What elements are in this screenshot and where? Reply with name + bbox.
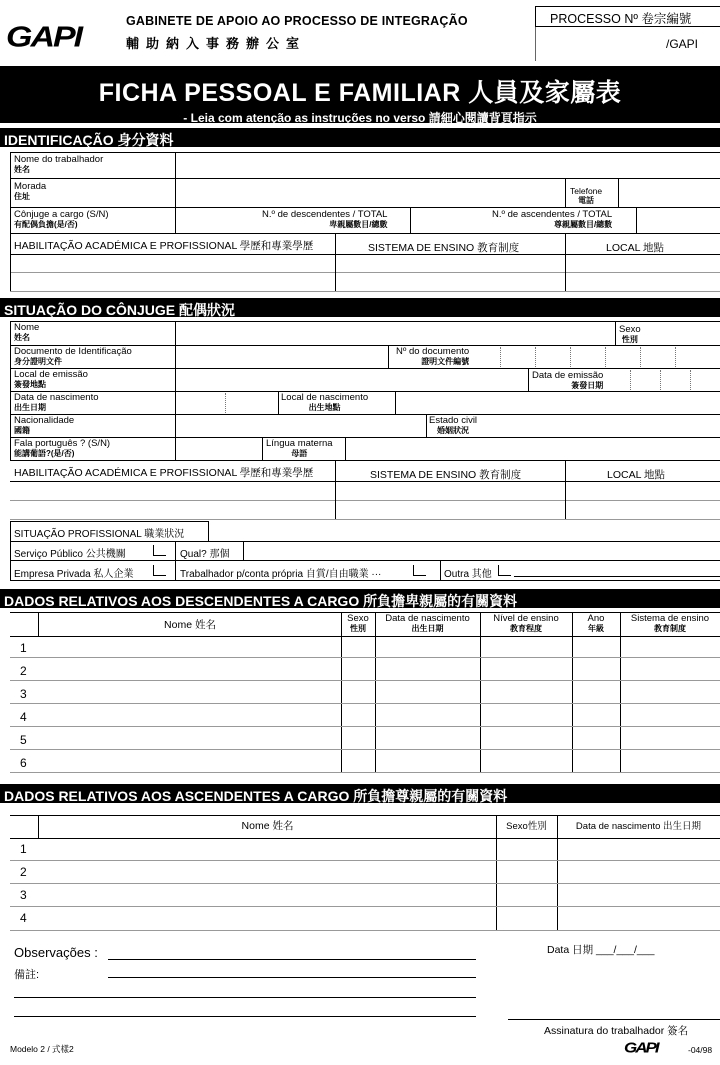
- label-n-descendentes: N.º de descendentes / TOTAL 卑親屬數目/總數: [262, 209, 388, 229]
- label-estado-civil: Estado civil 婚姻狀況: [429, 415, 478, 435]
- checkbox-empresa-privada[interactable]: [153, 565, 166, 576]
- field-morada[interactable]: [176, 179, 564, 207]
- desc-row-5: 5: [20, 733, 27, 747]
- desc-col-data-nascimento: Data de nascimento 出生日期: [385, 613, 470, 633]
- footer-gapi-logo: GAPI: [624, 1039, 658, 1056]
- label-lingua-materna: Língua materna 母語: [266, 438, 333, 458]
- label-data[interactable]: Data 日期 ___/___/___: [547, 944, 655, 956]
- label-n-documento: Nº do documento 證明文件編號: [396, 346, 470, 366]
- field-qual[interactable]: [244, 542, 720, 560]
- process-box-line: [535, 27, 536, 61]
- asc-col-nome: Nome 姓名: [241, 820, 294, 832]
- label-nacionalidade: Nacionalidade 國籍: [14, 415, 75, 435]
- label-conjuge-sexo: Sexo 性別: [619, 324, 641, 344]
- label-outra: Outra 其他: [444, 569, 492, 580]
- desc-row-2: 2: [20, 664, 27, 678]
- label-assinatura: Assinatura do trabalhador 簽名: [544, 1025, 689, 1037]
- observacoes-line-2[interactable]: [108, 977, 476, 978]
- observacoes-line-3[interactable]: [14, 997, 476, 998]
- label-conjuge-habilitacao: HABILITAÇÃO ACADÉMICA E PROFISSIONAL 學歷和專業學歷: [14, 467, 314, 479]
- label-conjuge-cargo: Cônjuge a cargo (S/N) 有配偶負擔(是/否): [14, 209, 109, 229]
- desc-row-1: 1: [20, 641, 27, 655]
- signature-line[interactable]: [508, 1019, 720, 1020]
- label-empresa-privada: Empresa Privada 私人企業: [14, 569, 134, 580]
- label-n-ascendentes: N.º de ascendentes / TOTAL 尊親屬數目/總數: [492, 209, 613, 229]
- label-modelo: Modelo 2 / 式樣2: [10, 1044, 74, 1054]
- label-habilitacao: HABILITAÇÃO ACADÉMICA E PROFISSIONAL 學歷和專業學歷: [14, 240, 314, 252]
- asc-col-data-nascimento: Data de nascimento 出生日期: [575, 821, 702, 832]
- asc-row-4: 4: [20, 911, 27, 925]
- label-local: LOCAL 地點: [606, 242, 664, 254]
- observacoes-line-4[interactable]: [14, 1016, 476, 1017]
- checkbox-outra[interactable]: [498, 565, 511, 576]
- label-servico-publico: Serviço Público 公共機關: [14, 549, 126, 560]
- label-conjuge-nome: Nome 姓名: [14, 322, 40, 342]
- label-nome-trabalhador: Nome do trabalhador 姓名: [14, 154, 104, 174]
- field-telefone[interactable]: [619, 179, 720, 207]
- label-telefone: Telefone 電話: [570, 186, 603, 205]
- process-suffix: /GAPI: [666, 37, 699, 51]
- asc-row-2: 2: [20, 865, 27, 879]
- section-identificacao: IDENTIFICAÇÃO 身分資料: [0, 128, 720, 147]
- asc-row-3: 3: [20, 888, 27, 902]
- desc-col-ano: Ano 年級: [587, 613, 605, 633]
- desc-col-sexo: Sexo 性別: [347, 613, 369, 633]
- org-name-zh: 輔助納入事務辦公室: [126, 36, 307, 51]
- desc-col-sistema-ensino: Sistema de ensino 教育制度: [630, 613, 710, 633]
- desc-col-nivel-ensino: Nível de ensino 教育程度: [493, 613, 559, 633]
- desc-row-6: 6: [20, 756, 27, 770]
- desc-row-4: 4: [20, 710, 27, 724]
- label-conjuge-sistema: SISTEMA DE ENSINO 教育制度: [370, 469, 522, 481]
- section-descendentes: DADOS RELATIVOS AOS DESCENDENTES A CARGO 所負擔卑親屬的有關資料: [0, 589, 720, 608]
- label-local-nascimento: Local de nascimento 出生地點: [281, 392, 369, 412]
- checkbox-servico-publico[interactable]: [153, 545, 166, 556]
- form-title: FICHA PESSOAL E FAMILIAR 人員及家屬表: [98, 79, 622, 107]
- label-situacao-profissional: SITUAÇÃO PROFISSIONAL 職業狀況: [14, 529, 185, 540]
- label-sistema-ensino: SISTEMA DE ENSINO 教育制度: [368, 242, 520, 254]
- field-conjuge-nome[interactable]: [176, 322, 614, 345]
- label-version: -04/98: [688, 1045, 713, 1055]
- form-title-bar: [0, 66, 720, 123]
- label-trabalhador-conta-propria: Trabalhador p/conta própria 自賞/自由職業 ···: [180, 569, 382, 580]
- org-name-pt: GABINETE DE APOIO AO PROCESSO DE INTEGRAÇÃO: [126, 14, 468, 28]
- asc-col-sexo: Sexo性別: [506, 821, 547, 832]
- desc-col-nome: Nome 姓名: [164, 619, 216, 631]
- desc-row-3: 3: [20, 687, 27, 701]
- asc-row-1: 1: [20, 842, 27, 856]
- field-nome-trabalhador[interactable]: [176, 153, 720, 178]
- label-data-nascimento: Data de nascimento 出生日期: [14, 392, 99, 412]
- label-conjuge-local: LOCAL 地點: [607, 469, 665, 481]
- label-morada: Morada 住址: [14, 181, 47, 201]
- process-label: PROCESSO Nº 卷宗編號: [550, 12, 692, 26]
- label-local-emissao: Local de emissão 簽發地點: [14, 369, 88, 389]
- label-fala-portugues: Fala português ? (S/N) 能講葡語?(是/否): [14, 438, 111, 458]
- label-observacoes: Observações :: [14, 945, 98, 960]
- label-data-emissao: Data de emissão 簽發日期: [532, 370, 604, 390]
- label-qual: Qual? 那個: [180, 549, 230, 560]
- section-conjuge: SITUAÇÃO DO CÔNJUGE 配偶狀況: [0, 298, 720, 317]
- label-documento-identificacao: Documento de Identificação 身分證明文件: [14, 346, 132, 366]
- section-ascendentes: DADOS RELATIVOS AOS ASCENDENTES A CARGO 所負擔尊親屬的有關資料: [0, 784, 720, 803]
- label-observacoes-zh: 備註:: [14, 969, 40, 981]
- gapi-logo: GAPI: [6, 20, 82, 54]
- checkbox-trabalhador-conta-propria[interactable]: [413, 565, 426, 576]
- observacoes-line-1[interactable]: [108, 959, 476, 960]
- form-subtitle: - Leia com atenção as instruções no verso 請細心閱讀背頁指示: [183, 111, 537, 125]
